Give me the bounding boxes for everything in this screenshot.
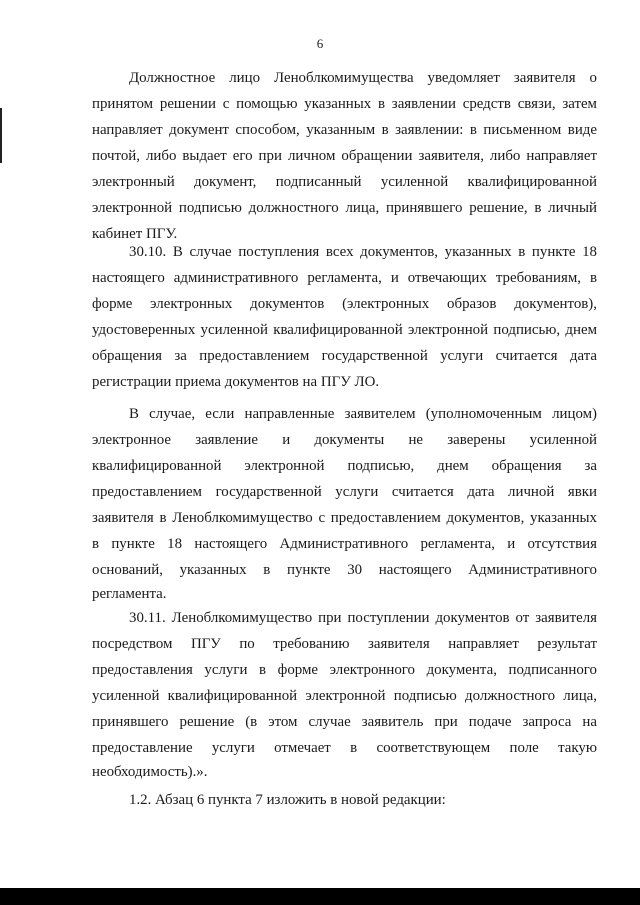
scan-bottom-bar	[0, 888, 640, 905]
text-line: направляет документ способом, указанным в заявлении: в письменном виде	[92, 122, 597, 138]
text-line: удостоверенных усиленной квалифицированной электронной подписью, днем	[92, 322, 597, 338]
text-line: В случае, если направленные заявителем (уполномоченным лицом)	[129, 406, 597, 422]
text-line: 30.11. Леноблкомимущество при поступлении документов от заявителя	[129, 610, 597, 626]
text-line: предоставления услуги в форме электронного документа, подписанного	[92, 662, 597, 678]
text-line: предоставлением государственной услуги считается дата личной явки	[92, 484, 597, 500]
text-line: почтой, либо выдает его при личном обращении заявителя, либо направляет	[92, 148, 597, 164]
text-line: оснований, указанных в пункте 30 настоящего Административного	[92, 562, 597, 578]
text-line: посредством ПГУ по требованию заявителя направляет результат	[92, 636, 597, 652]
text-line: форме электронных документов (электронных образов документов),	[92, 296, 597, 312]
text-line: необходимость).».	[92, 764, 208, 780]
text-line: квалифицированной электронной подписью, днем обращения за	[92, 458, 597, 474]
text-line: Должностное лицо Леноблкомимущества уведомляет заявителя о	[129, 70, 597, 86]
text-line: электронной подписью должностного лица, принявшего решение, в личный	[92, 200, 597, 216]
text-line: принятом решении с помощью указанных в заявлении средств связи, затем	[92, 96, 597, 112]
text-line: в пункте 18 настоящего Административного регламента, и отсутствия	[92, 536, 597, 552]
text-line: регламента.	[92, 586, 167, 602]
text-line: кабинет ПГУ.	[92, 226, 178, 242]
text-line: усиленной квалифицированной электронной подписью должностного лица,	[92, 688, 597, 704]
scan-left-edge-mark	[0, 108, 2, 163]
text-line: настоящего административного регламента, и отвечающих требованиям, в	[92, 270, 597, 286]
text-line: 30.10. В случае поступления всех документов, указанных в пункте 18	[129, 244, 597, 260]
text-line: принявшего решение (в этом случае заявитель при подаче запроса на	[92, 714, 597, 730]
text-line: электронное заявление и документы не заверены усиленной	[92, 432, 597, 448]
text-line: электронный документ, подписанный усиленной квалифицированной	[92, 174, 597, 190]
text-line: предоставление услуги отмечает в соответствующем поле такую	[92, 740, 597, 756]
text-line: 1.2. Абзац 6 пункта 7 изложить в новой редакции:	[129, 792, 446, 808]
text-line: заявителя в Леноблкомимущество с предоставлением документов, указанных	[92, 510, 597, 526]
text-line: обращения за предоставлением государственной услуги считается дата	[92, 348, 597, 364]
page-number: 6	[316, 36, 324, 51]
text-line: регистрации приема документов на ПГУ ЛО.	[92, 374, 380, 390]
